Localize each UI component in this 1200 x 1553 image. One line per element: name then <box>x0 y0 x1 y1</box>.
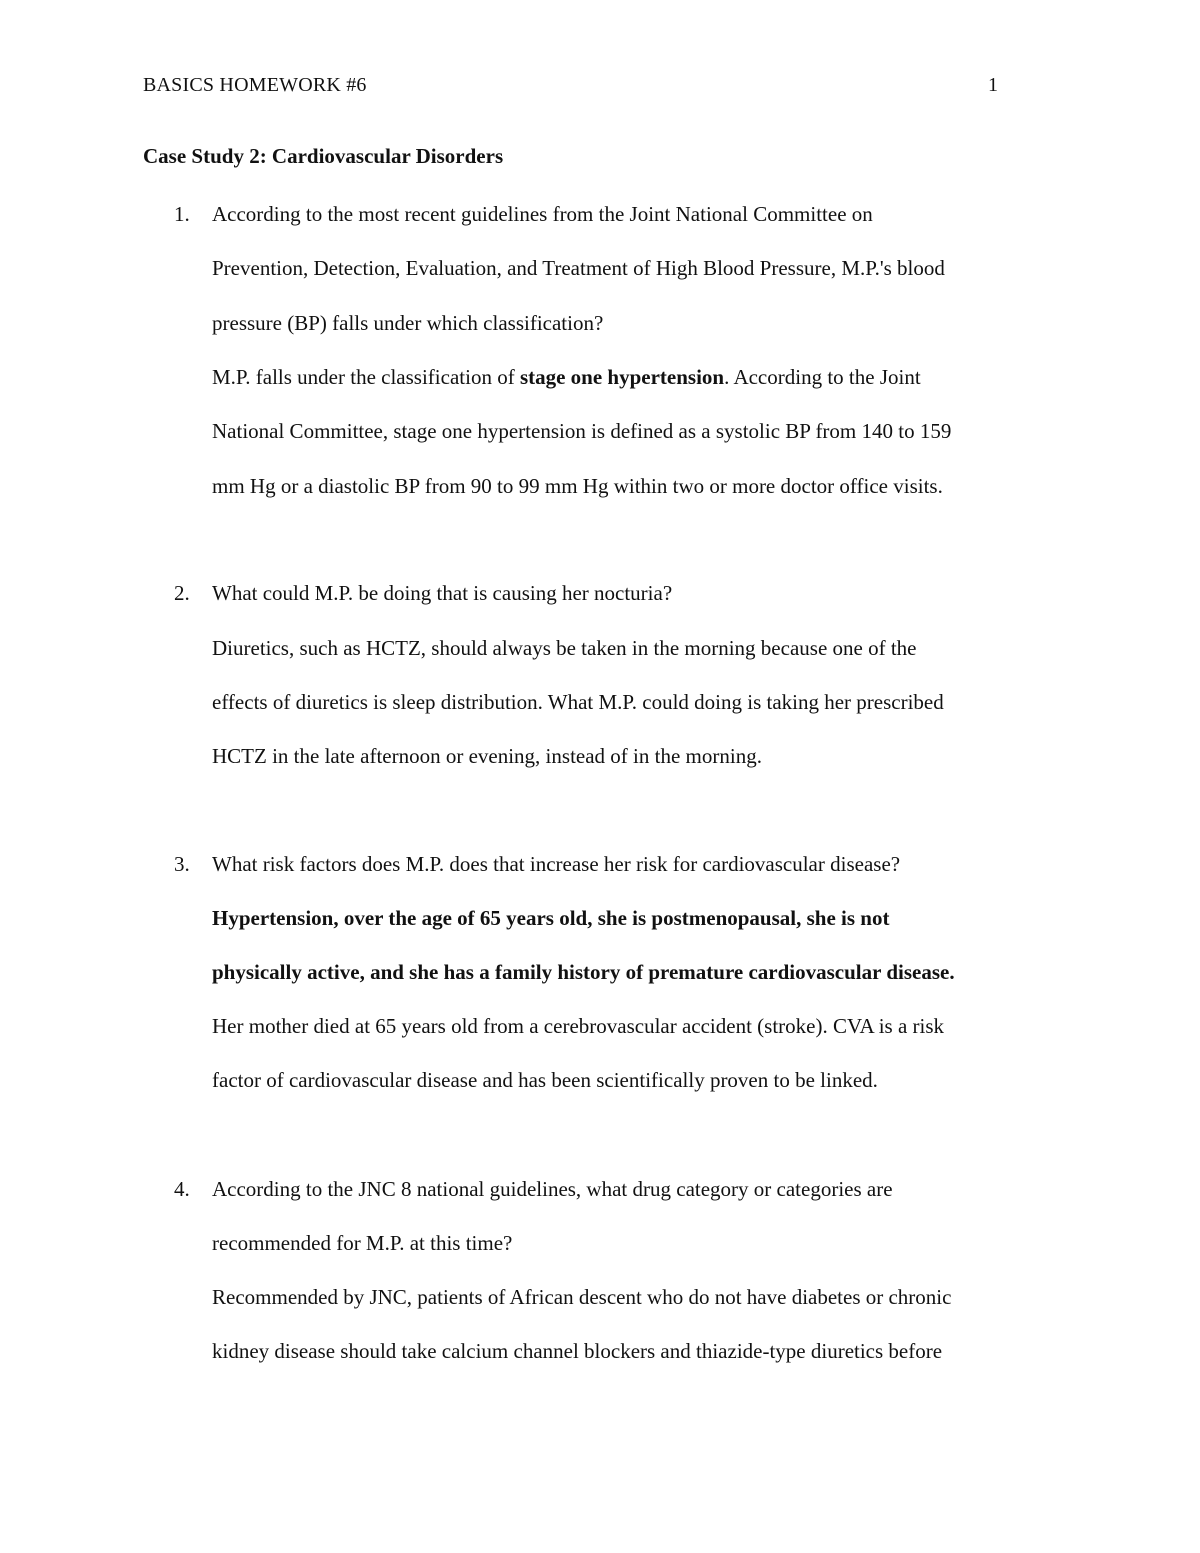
answer-4-line-2: kidney disease should take calcium channel blockers and thiazide-type diuretics before <box>212 1339 943 1363</box>
answer-1-line-3: mm Hg or a diastolic BP from 90 to 99 mm Hg within two or more doctor office visits. <box>212 474 943 498</box>
question-3-line-1: What risk factors does M.P. does that increase her risk for cardiovascular disease? <box>212 852 901 876</box>
answer-4-line-1: Recommended by JNC, patients of African descent who do not have diabetes or chronic <box>212 1285 952 1309</box>
question-1-line-2: Prevention, Detection, Evaluation, and Treatment of High Blood Pressure, M.P.'s blood <box>212 256 945 280</box>
answer-1-line-1 <box>212 367 921 388</box>
question-2-number: 2. <box>174 581 190 605</box>
question-3-number: 3. <box>174 852 190 876</box>
question-2-line-1: What could M.P. be doing that is causing her nocturia? <box>212 581 673 605</box>
running-head: BASICS HOMEWORK #6 <box>143 74 367 96</box>
document-title: Case Study 2: Cardiovascular Disorders <box>143 144 504 168</box>
answer-1-text: M.P. falls under the classification of <box>212 365 520 389</box>
answer-3-bold-line-1: Hypertension, over the age of 65 years old, she is postmenopausal, she is not <box>212 906 890 930</box>
answer-3-line-3: Her mother died at 65 years old from a cerebrovascular accident (stroke). CVA is a risk <box>212 1014 945 1038</box>
answer-2-line-2: effects of diuretics is sleep distribution. What M.P. could doing is taking her prescribed <box>212 690 944 714</box>
answer-1-text-cont: . According to the Joint <box>724 365 921 389</box>
answer-3-bold-line-2: physically active, and she has a family history of premature cardiovascular disease. <box>212 960 955 984</box>
answer-1-classification: stage one hypertension <box>519 365 725 389</box>
answer-2-line-3: HCTZ in the late afternoon or evening, instead of in the morning. <box>212 744 762 768</box>
question-4-line-2: recommended for M.P. at this time? <box>212 1231 513 1255</box>
question-1-number: 1. <box>174 202 190 226</box>
question-1-line-3: pressure (BP) falls under which classification? <box>212 311 604 335</box>
page-number: 1 <box>988 74 998 96</box>
answer-1-line-2: National Committee, stage one hypertension is defined as a systolic BP from 140 to 159 <box>212 419 952 443</box>
question-4-line-1: According to the JNC 8 national guidelines, what drug category or categories are <box>212 1177 893 1201</box>
answer-2-line-1: Diuretics, such as HCTZ, should always be taken in the morning because one of the <box>212 636 917 660</box>
answer-3-line-4: factor of cardiovascular disease and has been scientifically proven to be linked. <box>212 1068 878 1092</box>
question-1-line-1: According to the most recent guidelines from the Joint National Committee on <box>212 202 873 226</box>
question-4-number: 4. <box>174 1177 190 1201</box>
